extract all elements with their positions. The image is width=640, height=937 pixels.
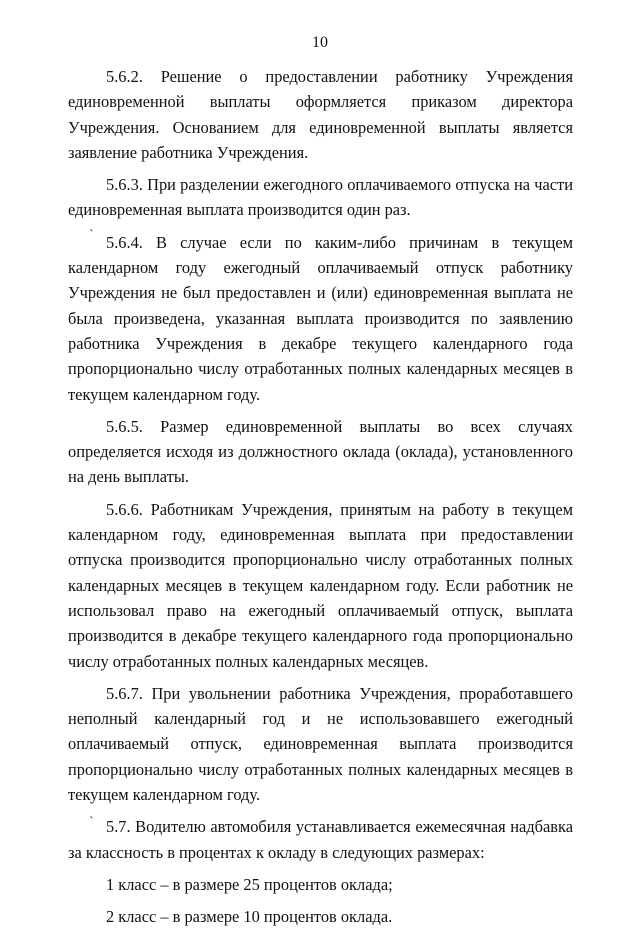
paragraph-5-6-5: 5.6.5. Размер единовременной выплаты во всех случаях определяется исходя из должностного оклада (оклада), установленного на день выплаты. xyxy=(68,416,573,487)
paragraph-5-6-2: 5.6.2. Решение о предоставлении работнику Учреждения единовременной выплаты оформляется приказом директора Учреждения. Основанием для единовременной выплаты является заявление работника Учреждения. xyxy=(68,67,573,162)
paragraph-5-6-6: 5.6.6. Работникам Учреждения, принятым на работу в текущем календарном году, единовременная выплата при предоставлении отпуска производится пропорционально числу отработанных полных календарных месяцев в текущем календарном году. Если работник не использовал право на ежегодный оплачиваемый отпуск, выплата производится в декабре текущего календарного года пропорционально числу отработанных полных календарных месяцев. xyxy=(68,499,573,671)
list-item-class-2: 2 класс – в размере 10 процентов оклада. xyxy=(106,907,393,927)
list-item-class-1: 1 класс – в размере 25 процентов оклада; xyxy=(106,874,393,894)
scan-mark: ˋ xyxy=(89,815,94,830)
scan-mark: ˋ xyxy=(89,228,94,243)
paragraph-5-6-4: 5.6.4. В случае если по каким-либо причинам в текущем календарном году ежегодный оплачиваемый отпуск работнику Учреждения не был предоставлен и (или) единовременная выплата не была произведена, указанная выплата производится по заявлению работника Учреждения в декабре текущего календарного года пропорционально числу отработанных полных календарных месяцев в текущем календарном году. xyxy=(68,232,573,404)
paragraph-5-7: 5.7. Водителю автомобиля устанавливается ежемесячная надбавка за классность в процентах к окладу в следующих размерах: xyxy=(68,817,573,862)
paragraph-5-6-3: 5.6.3. При разделении ежегодного оплачиваемого отпуска на части единовременная выплата производится один раз. xyxy=(68,175,573,220)
paragraph-5-6-7: 5.6.7. При увольнении работника Учреждения, проработавшего неполный календарный год и не использовавшего ежегодный оплачиваемый отпуск, единовременная выплата производится пропорционально числу отработанных полных календарных месяцев в текущем календарном году. xyxy=(68,683,573,805)
document-body xyxy=(68,64,573,937)
page-number: 10 xyxy=(312,34,328,51)
